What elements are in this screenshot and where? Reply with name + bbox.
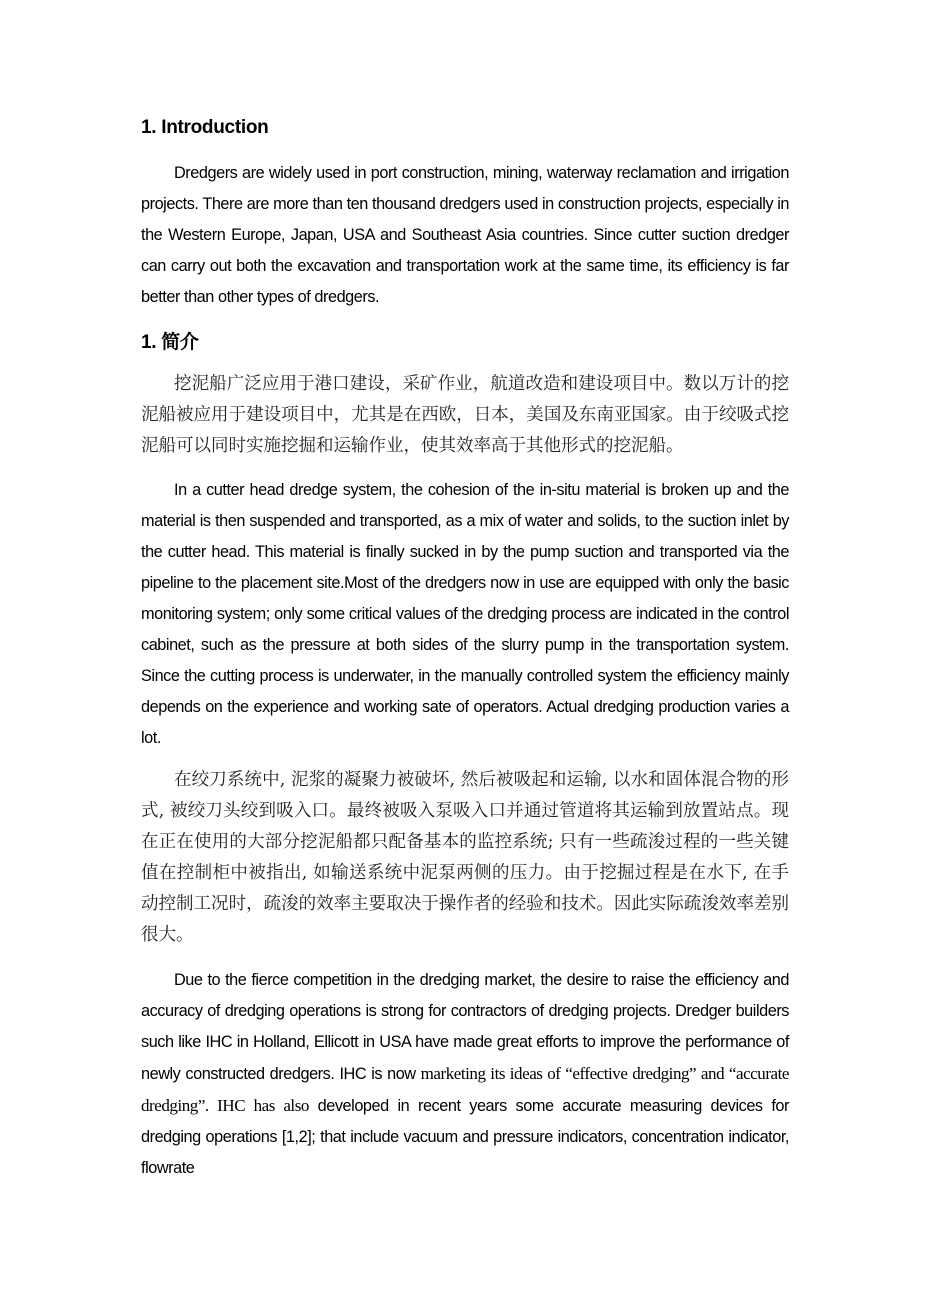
competition-text-part2: marketing its ideas of “effective dredging” and “accurate dredging”. IHC has also (141, 1064, 789, 1115)
paragraph-competition-en (141, 965, 789, 1184)
paragraph-introduction-cn: 挖泥船广泛应用于港口建设，采矿作业，航道改造和建设项目中。数以万计的挖泥船被应用于建设项目中，尤其是在西欧，日本，美国及东南亚国家。由于绞吸式挖泥船可以同时实施挖掘和运输作业，使其效率高于其他形式的挖泥船。 (141, 374, 789, 456)
section-heading-introduction-cn: 1. 简介 (141, 332, 199, 353)
competition-text-part1: Due to the fierce competition in the dredging market, the desire to raise the efficiency and accuracy of dredging operations is strong for contractors of dredging projects. Dredger builders such like IHC in Holland, Ellicott in USA have made great efforts to improve the performance of newly constructed dredgers. IHC is now (141, 971, 789, 1083)
section-heading-introduction: 1. Introduction (141, 117, 269, 138)
paragraph-cutter-system-en: In a cutter head dredge system, the cohesion of the in-situ material is broken up and the material is then suspended and transported, as a mix of water and solids, to the suction inlet by the cutter head. This material is finally sucked in by the pump suction and transported via the pipeline to the placement site.Most of the dredgers now in use are equipped with only the basic monitoring system; only some critical values of the dredging process are indicated in the control cabinet, such as the pressure at both sides of the slurry pump in the transportation system. Since the cutting process is underwater, in the manually controlled system the efficiency mainly depends on the experience and working sate of operators. Actual dredging production varies a lot. (141, 481, 789, 747)
paragraph-introduction-en: Dredgers are widely used in port construction, mining, waterway reclamation and irrigation projects. There are more than ten thousand dredgers used in construction projects, especially in the Western Europe, Japan, USA and Southeast Asia countries. Since cutter suction dredger can carry out both the excavation and transportation work at the same time, its efficiency is far better than other types of dredgers. (141, 164, 789, 306)
competition-text-part3: developed in recent years some accurate measuring devices for dredging operations [1,2]; that include vacuum and pressure indicators, concentration indicator, flowrate (141, 1097, 789, 1177)
paragraph-cutter-system-cn: 在绞刀系统中, 泥浆的凝聚力被破坏, 然后被吸起和运输, 以水和固体混合物的形式, 被绞刀头绞到吸入口。最终被吸入泵吸入口并通过管道将其运输到放置站点。现在正在使用的大部分挖泥船都只配备基本的监控系统; 只有一些疏浚过程的一些关键值在控制柜中被指出, 如输送系统中泥泵两侧的压力。由于挖掘过程是在水下, 在手动控制工况时，疏浚的效率主要取决于操作者的经验和技术。因此实际疏浚效率差别很大。 (141, 770, 789, 945)
